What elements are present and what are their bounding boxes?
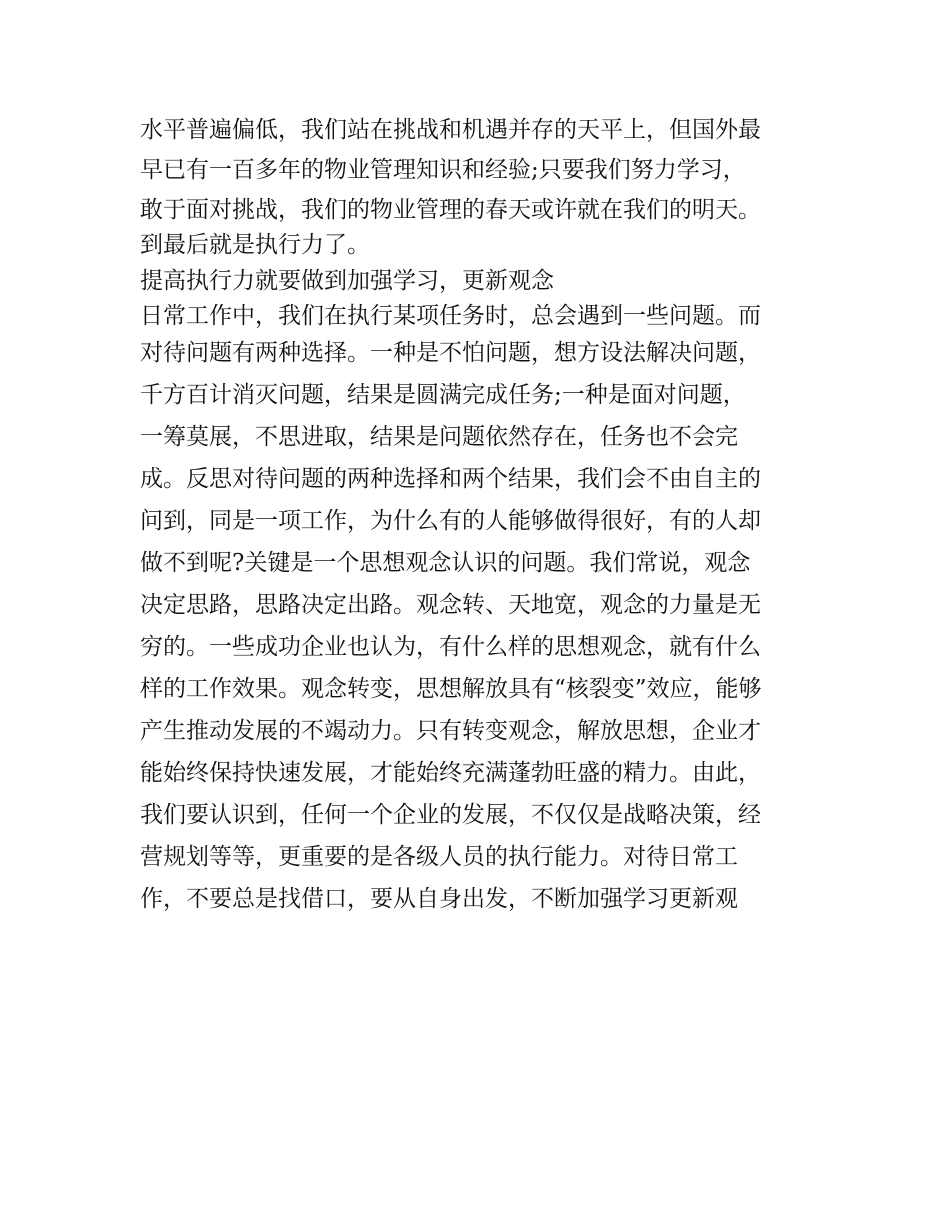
text-line: 营规划等等，更重要的是各级人员的执行能力。对待日常工 [140, 844, 738, 870]
text-line: 做不到呢?关键是一个思想观念认识的问题。我们常说，观念 [140, 550, 751, 576]
text-line: 问到，同是一项工作，为什么有的人能够做得很好，有的人却 [140, 508, 761, 534]
text-line: 我们要认识到，任何一个企业的发展，不仅仅是战略决策，经 [140, 802, 761, 828]
section-heading: 提高执行力就要做到加强学习，更新观念 [140, 268, 554, 294]
text-line: 一筹莫展，不思进取，结果是问题依然存在，任务也不会完 [140, 424, 738, 450]
text-line: 敢于面对挑战，我们的物业管理的春天或许就在我们的明天。 [140, 197, 761, 223]
text-line: 能始终保持快速发展，才能始终充满蓬勃旺盛的精力。由此， [140, 760, 761, 786]
text-line: 穷的。一些成功企业也认为，有什么样的思想观念，就有什么 [140, 634, 761, 660]
text-line: 到最后就是执行力了。 [140, 232, 370, 258]
text-line: 早已有一百多年的物业管理知识和经验;只要我们努力学习， [140, 157, 746, 183]
text-line: 日常工作中，我们在执行某项任务时，总会遇到一些问题。而 [140, 303, 761, 329]
text-line: 作，不要总是找借口，要从自身出发，不断加强学习更新观 [140, 886, 738, 912]
text-line: 样的工作效果。观念转变，思想解放具有“核裂变”效应，能够 [140, 676, 762, 702]
text-line: 水平普遍偏低，我们站在挑战和机遇并存的天平上，但国外最 [140, 117, 761, 143]
text-line: 产生推动发展的不竭动力。只有转变观念，解放思想，企业才 [140, 718, 761, 744]
text-line: 决定思路，思路决定出路。观念转、天地宽，观念的力量是无 [140, 592, 761, 618]
text-line: 千方百计消灭问题，结果是圆满完成任务;一种是面对问题， [140, 382, 746, 408]
document-body [140, 110, 820, 920]
text-line: 成。反思对待问题的两种选择和两个结果，我们会不由自主的 [140, 466, 761, 492]
text-line: 对待问题有两种选择。一种是不怕问题，想方设法解决问题， [140, 340, 761, 366]
